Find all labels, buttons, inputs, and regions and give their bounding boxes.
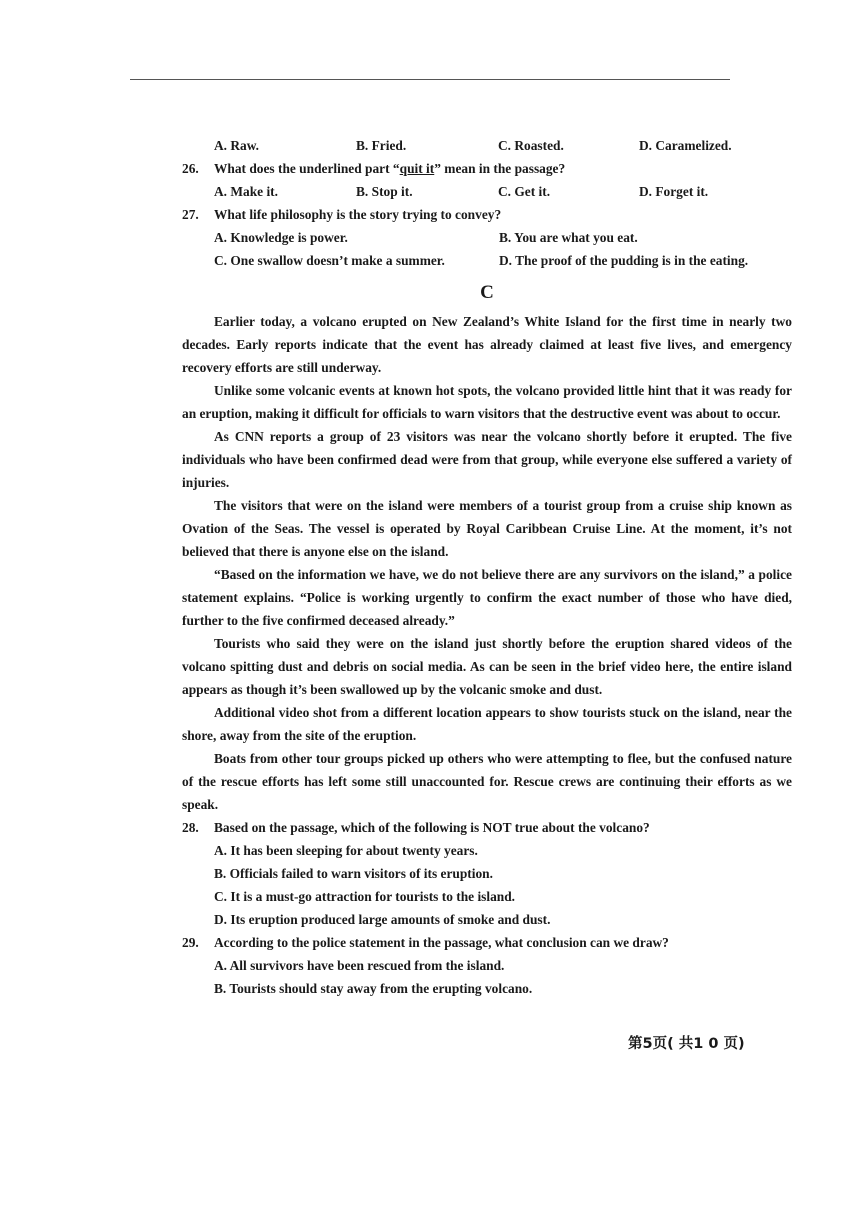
q27-option-c: C. One swallow doesn’t make a summer. bbox=[214, 253, 445, 268]
q27-option-b: B. You are what you eat. bbox=[499, 230, 638, 245]
q28-option-c: C. It is a must-go attraction for tourists to the island. bbox=[214, 889, 516, 904]
header-rule bbox=[130, 79, 730, 80]
passage-paragraph: “Based on the information we have, we do not believe there are any survivors on the island,” a police statement explains. “Police is working urgently to confirm the exact number of those who have died, further to the five confirmed deceased already.” bbox=[182, 567, 792, 628]
q26-text bbox=[214, 157, 565, 180]
q29-option-b: B. Tourists should stay away from the erupting volcano. bbox=[214, 981, 533, 996]
q26-underlined-phrase: quit it bbox=[399, 161, 435, 176]
q25-option-c: C. Roasted. bbox=[498, 138, 564, 153]
q27-number: 27. bbox=[182, 207, 199, 222]
section-heading: C bbox=[480, 282, 494, 303]
q26-stem bbox=[182, 157, 792, 180]
q29-number: 29. bbox=[182, 935, 199, 950]
q26-stem-before: What does the underlined part “ bbox=[214, 161, 400, 176]
page-content bbox=[182, 134, 792, 1000]
q28-option-b: B. Officials failed to warn visitors of its eruption. bbox=[214, 866, 493, 881]
passage-paragraph: Unlike some volcanic events at known hot spots, the volcano provided little hint that it was ready for an eruption, making it difficult for officials to warn visitors that the destructive event was about to occur. bbox=[182, 383, 792, 421]
passage-paragraph: Additional video shot from a different location appears to show tourists stuck on the island, near the shore, away from the site of the eruption. bbox=[182, 705, 792, 743]
q27-option-d: D. The proof of the pudding is in the eating. bbox=[499, 253, 749, 268]
page-number: 第5页( 共1 0 页) bbox=[628, 1036, 745, 1052]
q28-text: Based on the passage, which of the following is NOT true about the volcano? bbox=[214, 820, 650, 835]
passage-paragraph: Tourists who said they were on the island just shortly before the eruption shared videos of the volcano spitting dust and debris on social media. As can be seen in the brief video here, the entire island appears as though it’s been swallowed up by the volcanic smoke and dust. bbox=[182, 636, 792, 697]
q25-options bbox=[182, 134, 792, 157]
q27-stem bbox=[182, 203, 792, 226]
q27-options-row2 bbox=[182, 249, 792, 272]
q25-option-a: A. Raw. bbox=[214, 138, 260, 153]
q26-number: 26. bbox=[182, 161, 199, 176]
q27-text: What life philosophy is the story trying to convey? bbox=[214, 207, 502, 222]
q25-option-d: D. Caramelized. bbox=[639, 138, 732, 153]
q25-option-b: B. Fried. bbox=[356, 138, 407, 153]
passage-paragraph: As CNN reports a group of 23 visitors was near the volcano shortly before it erupted. The five individuals who have been confirmed dead were from that group, while everyone else suffered a variety of injuries. bbox=[182, 429, 792, 490]
q26-options bbox=[182, 180, 792, 203]
q26-option-c: C. Get it. bbox=[498, 184, 551, 199]
passage-paragraph: The visitors that were on the island were members of a tourist group from a cruise ship known as Ovation of the Seas. The vessel is operated by Royal Caribbean Cruise Line. At the moment, it’s not believed that there is anyone else on the island. bbox=[182, 498, 792, 559]
q28-stem bbox=[182, 816, 792, 839]
passage-paragraph: Boats from other tour groups picked up others who were attempting to flee, but the confused nature of the rescue efforts has left some still unaccounted for. Rescue crews are continuing their efforts as we speak. bbox=[182, 751, 792, 812]
q26-stem-after: ” mean in the passage? bbox=[434, 161, 566, 176]
q28-option-d: D. Its eruption produced large amounts of smoke and dust. bbox=[214, 912, 551, 927]
q27-options-row1 bbox=[182, 226, 792, 249]
q29-stem bbox=[182, 931, 792, 954]
q26-option-a: A. Make it. bbox=[214, 184, 278, 199]
passage-paragraph: Earlier today, a volcano erupted on New Zealand’s White Island for the first time in nearly two decades. Early reports indicate that the event has already claimed at least five lives, and emergency recovery efforts are still underway. bbox=[182, 314, 792, 375]
q28-number: 28. bbox=[182, 820, 199, 835]
q26-option-b: B. Stop it. bbox=[356, 184, 413, 199]
q28-option-a: A. It has been sleeping for about twenty years. bbox=[214, 843, 478, 858]
q27-option-a: A. Knowledge is power. bbox=[214, 230, 348, 245]
q26-option-d: D. Forget it. bbox=[639, 184, 709, 199]
q29-text: According to the police statement in the passage, what conclusion can we draw? bbox=[214, 935, 669, 950]
q29-option-a: A. All survivors have been rescued from the island. bbox=[214, 958, 505, 973]
